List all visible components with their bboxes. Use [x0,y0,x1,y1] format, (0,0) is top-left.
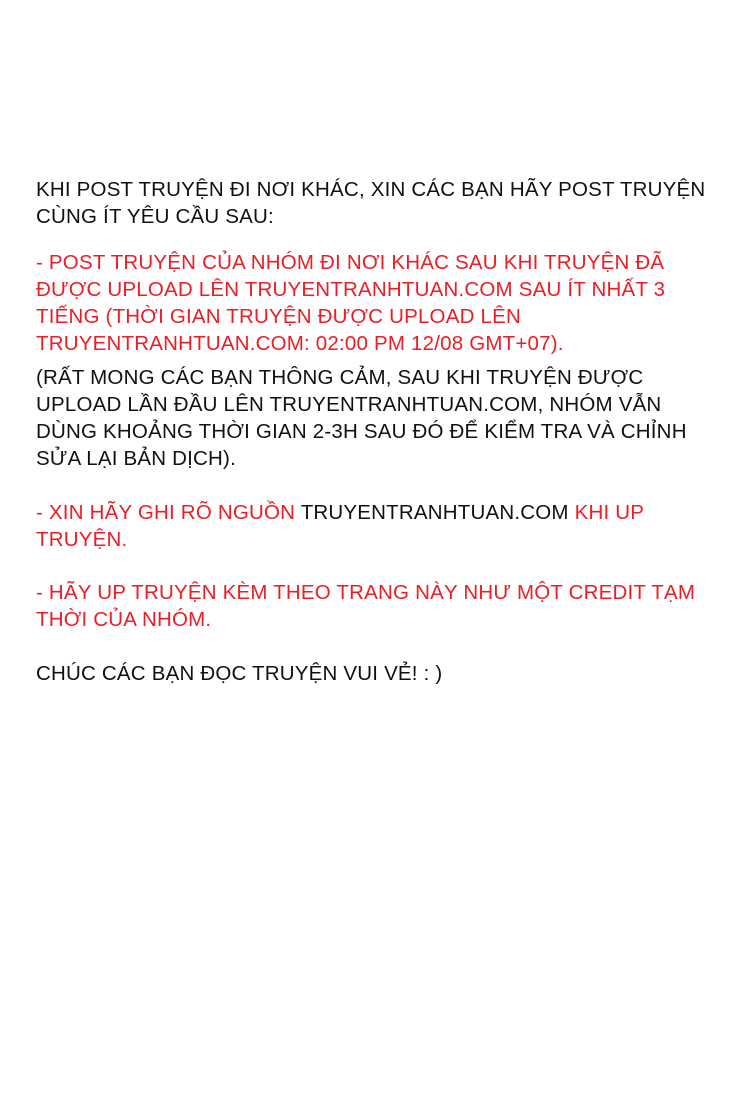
closing-paragraph: CHÚC CÁC BẠN ĐỌC TRUYỆN VUI VẺ! : ) [36,661,443,685]
rule-1-paragraph: - POST TRUYỆN CỦA NHÓM ĐI NƠI KHÁC SAU KHI TRUYỆN ĐÃ ĐƯỢC UPLOAD LÊN TRUYENTRANHTUAN.COM SAU ÍT NHẤT 3 TIẾNG (THỜI GIAN TRUYỆN ĐƯỢC UPLOAD LÊN TRUYENTRANHTUAN.COM: 02:00 PM 12/08 GMT+07). [36,250,666,356]
rule-2-text-tail: KHI UP TRUYỆN. [36,500,644,551]
rule-2-paragraph [36,499,714,554]
intro-paragraph: KHI POST TRUYỆN ĐI NƠI KHÁC, XIN CÁC BẠN HÃY POST TRUYỆN CÙNG ÍT YÊU CẦU SAU: [36,178,706,229]
notice-block [36,176,714,705]
rule-2-text-lead: - XIN HÃY GHI RÕ NGUỒN [36,500,301,524]
source-site-name: TRUYENTRANHTUAN.COM [300,500,569,524]
rule-1-note-paragraph: (RẤT MONG CÁC BẠN THÔNG CẢM, SAU KHI TRUYỆN ĐƯỢC UPLOAD LẦN ĐẦU LÊN TRUYENTRANHTUAN.COM, NHÓM VẪN DÙNG KHOẢNG THỜI GIAN 2-3H SAU ĐÓ ĐỂ KIỂM TRA VÀ CHỈNH SỬA LẠI BẢN DỊCH). [36,365,687,471]
rule-3-paragraph: - HÃY UP TRUYỆN KÈM THEO TRANG NÀY NHƯ MỘT CREDIT TẠM THỜI CỦA NHÓM. [36,581,696,632]
